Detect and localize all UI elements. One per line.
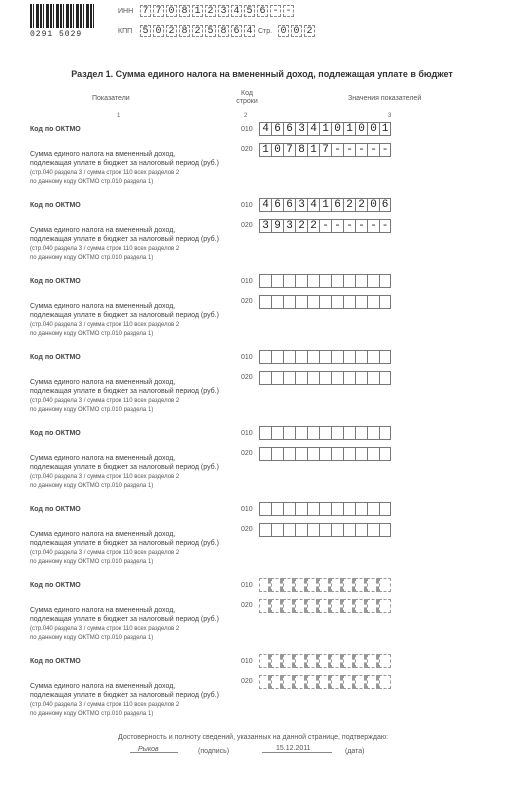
header-digit-cell: 0 (278, 25, 289, 37)
inn-cells (140, 5, 296, 17)
digit-cell[interactable] (259, 523, 271, 537)
header-digit-cell: 0 (153, 25, 164, 37)
sum-label-cont: подлежащая уплате в бюджет за налоговый период (руб.) (30, 464, 219, 471)
digit-cell[interactable]: 7 (319, 143, 331, 157)
kpp-label: КПП (118, 28, 133, 35)
digit-cell[interactable] (319, 371, 331, 385)
digit-cell[interactable] (295, 371, 307, 385)
okato-code-cells (259, 426, 391, 440)
digit-cell[interactable] (343, 654, 355, 668)
digit-cell[interactable]: 1 (343, 122, 355, 136)
tax-sum-cells (259, 371, 391, 385)
digit-cell[interactable] (355, 578, 367, 592)
digit-cell[interactable] (367, 295, 379, 309)
header-digit-cell: 5 (205, 25, 216, 37)
digit-cell[interactable] (307, 447, 319, 461)
okato-code-cells (259, 502, 391, 516)
sum-line-code: 020 (241, 222, 253, 229)
digit-cell[interactable] (379, 599, 391, 613)
digit-cell[interactable]: 0 (367, 198, 379, 212)
sum-note-cont: по данному коду ОКТМО стр.010 раздела 1) (30, 711, 154, 717)
digit-cell[interactable] (331, 675, 343, 689)
sum-label: Сумма единого налога на вмененный доход, (30, 379, 176, 386)
header-digit-cell: 5 (244, 5, 255, 17)
sum-note-cont: по данному коду ОКТМО стр.010 раздела 1) (30, 407, 154, 413)
digit-cell[interactable]: 4 (307, 122, 319, 136)
sum-note: (стр.040 раздела 3 / сумма строк 110 всех разделов 2 (30, 398, 180, 404)
certification-statement: Достоверность и полноту сведений, указанных на данной странице, подтверждаю: (118, 734, 389, 741)
digit-cell[interactable] (283, 654, 295, 668)
kpp-cells (140, 25, 257, 37)
digit-cell[interactable] (283, 675, 295, 689)
digit-cell[interactable] (271, 675, 283, 689)
digit-cell[interactable] (259, 274, 271, 288)
header-digit-cell: 0 (291, 25, 302, 37)
sum-line-code: 020 (241, 374, 253, 381)
digit-cell[interactable] (259, 447, 271, 461)
page-label: Стр. (258, 28, 273, 35)
digit-cell[interactable] (367, 350, 379, 364)
digit-cell[interactable] (271, 274, 283, 288)
digit-cell[interactable]: 9 (271, 219, 283, 233)
digit-cell[interactable] (295, 350, 307, 364)
sum-note: (стр.040 раздела 3 / сумма строк 110 всех разделов 2 (30, 170, 180, 176)
barcode-number: 0291 5029 (30, 30, 83, 39)
digit-cell[interactable] (259, 502, 271, 516)
sum-label: Сумма единого налога на вмененный доход, (30, 683, 176, 690)
sum-note-cont: по данному коду ОКТМО стр.010 раздела 1) (30, 483, 154, 489)
digit-cell[interactable] (355, 274, 367, 288)
digit-cell[interactable] (379, 502, 391, 516)
digit-cell[interactable] (319, 447, 331, 461)
sum-label: Сумма единого налога на вмененный доход, (30, 455, 176, 462)
col-num-2: 2 (244, 113, 248, 119)
digit-cell[interactable]: 1 (319, 122, 331, 136)
header-digit-cell: 2 (304, 25, 315, 37)
digit-cell[interactable] (343, 599, 355, 613)
digit-cell[interactable] (355, 599, 367, 613)
digit-cell[interactable] (271, 523, 283, 537)
digit-cell[interactable]: 6 (283, 198, 295, 212)
sum-label: Сумма единого налога на вмененный доход, (30, 607, 176, 614)
digit-cell[interactable] (379, 523, 391, 537)
digit-cell[interactable]: 6 (283, 122, 295, 136)
header-digit-cell: 0 (166, 5, 177, 17)
digit-cell[interactable] (295, 447, 307, 461)
barcode (30, 4, 96, 28)
digit-cell[interactable] (259, 350, 271, 364)
col-value-header: Значения показателей (348, 95, 422, 102)
col-indicators-header: Показатели (92, 95, 130, 102)
okato-line-code: 010 (241, 354, 253, 361)
header-digit-cell: 6 (257, 5, 268, 17)
header-digit-cell: 4 (231, 5, 242, 17)
digit-cell[interactable]: 0 (367, 122, 379, 136)
digit-cell[interactable]: 1 (259, 143, 271, 157)
digit-cell[interactable] (295, 675, 307, 689)
header-digit-cell: 5 (140, 25, 151, 37)
col-num-3: 3 (388, 113, 392, 119)
sum-line-code: 020 (241, 298, 253, 305)
digit-cell[interactable] (295, 502, 307, 516)
digit-cell[interactable] (355, 523, 367, 537)
digit-cell[interactable] (355, 371, 367, 385)
okato-line-code: 010 (241, 278, 253, 285)
digit-cell[interactable] (295, 274, 307, 288)
digit-cell[interactable]: - (331, 219, 343, 233)
tax-sum-cells (259, 295, 391, 309)
digit-cell[interactable]: 4 (259, 122, 271, 136)
digit-cell[interactable]: 3 (295, 198, 307, 212)
digit-cell[interactable] (307, 274, 319, 288)
sum-note: (стр.040 раздела 3 / сумма строк 110 всех разделов 2 (30, 550, 180, 556)
okato-label: Код по ОКТМО (30, 202, 81, 209)
col-num-1: 1 (117, 113, 121, 119)
digit-cell[interactable] (319, 675, 331, 689)
digit-cell[interactable]: 1 (379, 122, 391, 136)
signature-date: 15.12.2011 (276, 745, 311, 752)
digit-cell[interactable]: - (379, 143, 391, 157)
tax-sum-cells (259, 599, 391, 613)
sum-line-code: 020 (241, 602, 253, 609)
digit-cell[interactable] (319, 502, 331, 516)
sum-label: Сумма единого налога на вмененный доход, (30, 303, 176, 310)
digit-cell[interactable] (307, 675, 319, 689)
digit-cell[interactable]: - (367, 143, 379, 157)
digit-cell[interactable] (307, 426, 319, 440)
date-caption: (дата) (345, 748, 365, 755)
digit-cell[interactable] (283, 426, 295, 440)
digit-cell[interactable]: 0 (355, 122, 367, 136)
sum-label: Сумма единого налога на вмененный доход, (30, 531, 176, 538)
digit-cell[interactable] (319, 654, 331, 668)
okato-code-cells (259, 198, 391, 212)
digit-cell[interactable] (367, 274, 379, 288)
digit-cell[interactable]: 3 (259, 219, 271, 233)
digit-cell[interactable] (259, 371, 271, 385)
digit-cell[interactable] (307, 599, 319, 613)
digit-cell[interactable] (271, 578, 283, 592)
col-code-header: Код строки (236, 90, 258, 105)
digit-cell[interactable] (283, 371, 295, 385)
digit-cell[interactable]: - (379, 219, 391, 233)
digit-cell[interactable] (319, 274, 331, 288)
okato-label: Код по ОКТМО (30, 658, 81, 665)
digit-cell[interactable] (283, 502, 295, 516)
digit-cell[interactable]: - (355, 219, 367, 233)
digit-cell[interactable] (283, 274, 295, 288)
tax-sum-cells (259, 143, 391, 157)
sum-note-cont: по данному коду ОКТМО стр.010 раздела 1) (30, 255, 154, 261)
digit-cell[interactable]: 6 (271, 122, 283, 136)
header-digit-cell: - (270, 5, 281, 17)
header-digit-cell: 8 (218, 25, 229, 37)
sum-label-cont: подлежащая уплате в бюджет за налоговый период (руб.) (30, 388, 219, 395)
digit-cell[interactable] (379, 274, 391, 288)
digit-cell[interactable]: 2 (355, 198, 367, 212)
sum-line-code: 020 (241, 450, 253, 457)
okato-line-code: 010 (241, 430, 253, 437)
digit-cell[interactable] (271, 371, 283, 385)
digit-cell[interactable] (307, 295, 319, 309)
okato-code-cells (259, 578, 391, 592)
digit-cell[interactable] (367, 523, 379, 537)
sum-note-cont: по данному коду ОКТМО стр.010 раздела 1) (30, 179, 154, 185)
digit-cell[interactable] (307, 578, 319, 592)
digit-cell[interactable] (319, 578, 331, 592)
sum-note-cont: по данному коду ОКТМО стр.010 раздела 1) (30, 559, 154, 565)
digit-cell[interactable] (259, 675, 271, 689)
tax-sum-cells (259, 447, 391, 461)
digit-cell[interactable]: 3 (283, 219, 295, 233)
okato-line-code: 010 (241, 506, 253, 513)
digit-cell[interactable] (331, 371, 343, 385)
digit-cell[interactable]: - (355, 143, 367, 157)
okato-line-code: 010 (241, 658, 253, 665)
header-digit-cell: 7 (153, 5, 164, 17)
sum-label-cont: подлежащая уплате в бюджет за налоговый период (руб.) (30, 312, 219, 319)
digit-cell[interactable] (307, 654, 319, 668)
digit-cell[interactable]: 0 (271, 143, 283, 157)
digit-cell[interactable] (367, 502, 379, 516)
digit-cell[interactable] (331, 523, 343, 537)
digit-cell[interactable] (271, 426, 283, 440)
sum-line-code: 020 (241, 146, 253, 153)
digit-cell[interactable] (295, 523, 307, 537)
digit-cell[interactable] (319, 350, 331, 364)
sum-label-cont: подлежащая уплате в бюджет за налоговый период (руб.) (30, 236, 219, 243)
digit-cell[interactable] (367, 371, 379, 385)
sum-line-code: 020 (241, 678, 253, 685)
digit-cell[interactable] (283, 523, 295, 537)
digit-cell[interactable] (379, 447, 391, 461)
digit-cell[interactable] (367, 599, 379, 613)
okato-label: Код по ОКТМО (30, 126, 81, 133)
okato-label: Код по ОКТМО (30, 582, 81, 589)
digit-cell[interactable] (355, 350, 367, 364)
digit-cell[interactable]: 6 (271, 198, 283, 212)
digit-cell[interactable] (295, 578, 307, 592)
header-digit-cell: 8 (179, 25, 190, 37)
tax-sum-cells (259, 219, 391, 233)
digit-cell[interactable]: - (343, 143, 355, 157)
okato-code-cells (259, 350, 391, 364)
digit-cell[interactable] (307, 523, 319, 537)
digit-cell[interactable] (307, 371, 319, 385)
digit-cell[interactable] (343, 578, 355, 592)
digit-cell[interactable] (379, 350, 391, 364)
inn-label: ИНН (118, 8, 134, 15)
digit-cell[interactable] (319, 426, 331, 440)
digit-cell[interactable] (331, 295, 343, 309)
digit-cell[interactable]: 3 (295, 122, 307, 136)
digit-cell[interactable]: 6 (331, 198, 343, 212)
sum-note: (стр.040 раздела 3 / сумма строк 110 всех разделов 2 (30, 474, 180, 480)
tax-sum-cells (259, 523, 391, 537)
okato-label: Код по ОКТМО (30, 430, 81, 437)
digit-cell[interactable] (343, 523, 355, 537)
digit-cell[interactable] (343, 447, 355, 461)
digit-cell[interactable] (379, 654, 391, 668)
digit-cell[interactable] (367, 578, 379, 592)
sum-label: Сумма единого налога на вмененный доход, (30, 151, 176, 158)
digit-cell[interactable] (259, 599, 271, 613)
digit-cell[interactable] (271, 350, 283, 364)
digit-cell[interactable]: - (331, 143, 343, 157)
okato-code-cells (259, 274, 391, 288)
digit-cell[interactable] (343, 371, 355, 385)
sum-label-cont: подлежащая уплате в бюджет за налоговый период (руб.) (30, 616, 219, 623)
digit-cell[interactable]: 1 (319, 198, 331, 212)
digit-cell[interactable] (343, 274, 355, 288)
sum-note: (стр.040 раздела 3 / сумма строк 110 всех разделов 2 (30, 702, 180, 708)
okato-line-code: 010 (241, 126, 253, 133)
digit-cell[interactable] (271, 502, 283, 516)
digit-cell[interactable] (355, 502, 367, 516)
okato-code-cells (259, 122, 391, 136)
digit-cell[interactable] (271, 295, 283, 309)
digit-cell[interactable]: 2 (343, 198, 355, 212)
digit-cell[interactable] (355, 295, 367, 309)
okato-line-code: 010 (241, 202, 253, 209)
digit-cell[interactable]: - (367, 219, 379, 233)
digit-cell[interactable] (331, 426, 343, 440)
okato-label: Код по ОКТМО (30, 506, 81, 513)
header-digit-cell: 8 (179, 5, 190, 17)
sum-label-cont: подлежащая уплате в бюджет за налоговый период (руб.) (30, 692, 219, 699)
digit-cell[interactable] (295, 599, 307, 613)
digit-cell[interactable] (259, 654, 271, 668)
date-line (262, 752, 332, 753)
digit-cell[interactable] (271, 599, 283, 613)
digit-cell[interactable]: 6 (379, 198, 391, 212)
header-digit-cell: 2 (192, 25, 203, 37)
header-digit-cell: 7 (140, 5, 151, 17)
digit-cell[interactable] (367, 447, 379, 461)
digit-cell[interactable] (343, 426, 355, 440)
header-digit-cell: 3 (218, 5, 229, 17)
digit-cell[interactable] (367, 675, 379, 689)
header-digit-cell: 1 (192, 5, 203, 17)
header-digit-cell: 2 (205, 5, 216, 17)
okato-code-cells (259, 654, 391, 668)
digit-cell[interactable] (319, 599, 331, 613)
digit-cell[interactable] (367, 654, 379, 668)
sum-note: (стр.040 раздела 3 / сумма строк 110 всех разделов 2 (30, 246, 180, 252)
digit-cell[interactable] (259, 426, 271, 440)
digit-cell[interactable] (271, 447, 283, 461)
digit-cell[interactable] (343, 502, 355, 516)
digit-cell[interactable] (379, 371, 391, 385)
digit-cell[interactable] (283, 350, 295, 364)
page-number-cells (278, 25, 317, 37)
digit-cell[interactable] (355, 426, 367, 440)
digit-cell[interactable] (379, 578, 391, 592)
digit-cell[interactable] (367, 426, 379, 440)
digit-cell[interactable] (343, 675, 355, 689)
digit-cell[interactable] (283, 599, 295, 613)
digit-cell[interactable]: 1 (307, 143, 319, 157)
digit-cell[interactable]: 2 (307, 219, 319, 233)
digit-cell[interactable] (331, 502, 343, 516)
sum-label: Сумма единого налога на вмененный доход, (30, 227, 176, 234)
okato-label: Код по ОКТМО (30, 354, 81, 361)
digit-cell[interactable] (319, 523, 331, 537)
digit-cell[interactable] (343, 295, 355, 309)
digit-cell[interactable] (379, 426, 391, 440)
header-digit-cell: 6 (231, 25, 242, 37)
digit-cell[interactable] (283, 578, 295, 592)
digit-cell[interactable] (355, 447, 367, 461)
signature-caption: (подпись) (198, 748, 230, 755)
digit-cell[interactable]: - (319, 219, 331, 233)
section-title: Раздел 1. Сумма единого налога на вмененный доход, подлежащая уплате в бюджет (71, 69, 453, 79)
header-digit-cell: 4 (244, 25, 255, 37)
header-digit-cell: - (283, 5, 294, 17)
digit-cell[interactable]: 7 (283, 143, 295, 157)
sum-note-cont: по данному коду ОКТМО стр.010 раздела 1) (30, 331, 154, 337)
sum-line-code: 020 (241, 526, 253, 533)
sum-label-cont: подлежащая уплате в бюджет за налоговый период (руб.) (30, 540, 219, 547)
digit-cell[interactable]: 8 (295, 143, 307, 157)
digit-cell[interactable] (331, 599, 343, 613)
digit-cell[interactable] (355, 675, 367, 689)
digit-cell[interactable] (283, 447, 295, 461)
digit-cell[interactable] (307, 502, 319, 516)
digit-cell[interactable] (331, 274, 343, 288)
digit-cell[interactable] (331, 578, 343, 592)
okato-label: Код по ОКТМО (30, 278, 81, 285)
digit-cell[interactable] (379, 295, 391, 309)
digit-cell[interactable]: 2 (295, 219, 307, 233)
digit-cell[interactable] (259, 578, 271, 592)
digit-cell[interactable]: - (343, 219, 355, 233)
okato-line-code: 010 (241, 582, 253, 589)
sum-note-cont: по данному коду ОКТМО стр.010 раздела 1) (30, 635, 154, 641)
digit-cell[interactable]: 0 (331, 122, 343, 136)
sum-note: (стр.040 раздела 3 / сумма строк 110 всех разделов 2 (30, 626, 180, 632)
digit-cell[interactable] (307, 350, 319, 364)
digit-cell[interactable] (271, 654, 283, 668)
tax-sum-cells (259, 675, 391, 689)
digit-cell[interactable] (283, 295, 295, 309)
header-digit-cell: 2 (166, 25, 177, 37)
digit-cell[interactable] (355, 654, 367, 668)
sum-note: (стр.040 раздела 3 / сумма строк 110 всех разделов 2 (30, 322, 180, 328)
digit-cell[interactable]: 4 (259, 198, 271, 212)
digit-cell[interactable] (331, 350, 343, 364)
digit-cell[interactable] (295, 654, 307, 668)
signature: Рыков (138, 746, 159, 753)
digit-cell[interactable] (331, 654, 343, 668)
digit-cell[interactable] (343, 350, 355, 364)
digit-cell[interactable]: 4 (307, 198, 319, 212)
digit-cell[interactable] (259, 295, 271, 309)
digit-cell[interactable] (379, 675, 391, 689)
digit-cell[interactable] (331, 447, 343, 461)
digit-cell[interactable] (319, 295, 331, 309)
digit-cell[interactable] (295, 295, 307, 309)
sum-label-cont: подлежащая уплате в бюджет за налоговый период (руб.) (30, 160, 219, 167)
digit-cell[interactable] (295, 426, 307, 440)
